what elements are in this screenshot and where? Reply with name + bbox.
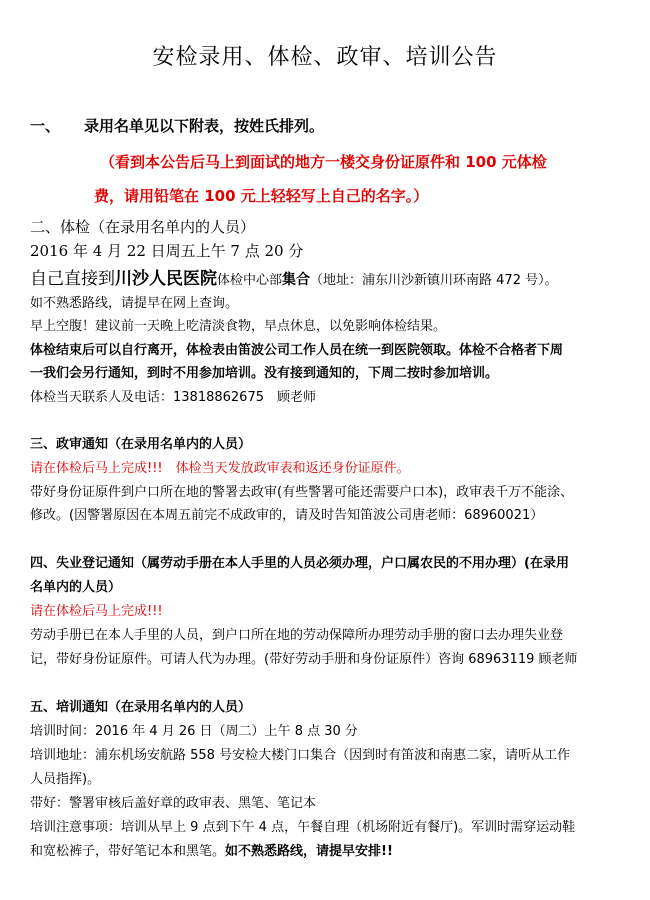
section1-notice-line1: （看到本公告后马上到面试的地方一楼交身份证原件和 100 元体检	[100, 153, 547, 171]
section5-bring: 带好：警署审核后盖好章的政审表、黑笔、笔记本	[30, 796, 317, 811]
location-prefix: 自己直接到	[30, 269, 115, 289]
section5-addr-line1: 培训地址：浦东机场安航路 558 号安检大楼门口集合（因到时有笛波和南惠二家，请听从工作	[30, 748, 571, 763]
section5-heading: 五、培训通知（在录用名单内的人员）	[30, 700, 252, 715]
section2-after-line2: 一我们会另行通知，到时不用参加培训。没有接到通知的，下周二按时参加培训。	[30, 366, 499, 381]
section1-heading-text: 录用名单见以下附表，按姓氏排列。	[84, 117, 325, 135]
section1-heading	[30, 115, 324, 136]
section2-route-note: 如不熟悉路线，请提早在网上查询。	[30, 296, 239, 311]
notes-line2-bold: 如不熟悉路线，请提早安排!!	[225, 844, 393, 859]
section3-line1: 带好身份证原件到户口所在地的警署去政审(有些警署可能还需要户口本)，政审表千万不能涂、	[30, 485, 574, 500]
section1-number: 一、	[30, 117, 61, 135]
section4-line1: 劳动手册已在本人手里的人员，到户口所在地的劳动保障所办理劳动手册的窗口去办理失业登	[30, 628, 564, 643]
section3-red-line: 请在体检后马上完成!!! 体检当天发放政审表和返还身份证原件。	[30, 461, 410, 476]
section5-notes-line2	[30, 840, 393, 859]
section2-date: 2016 年 4 月 22 日周五上午 7 点 20 分	[30, 242, 304, 260]
section5-addr-line2: 人员指挥)。	[30, 772, 101, 787]
section3-heading: 三、政审通知（在录用名单内的人员）	[30, 437, 252, 452]
section4-line2: 记，带好身份证原件。可请人代为办理。(带好劳动手册和身份证原件）咨询 68963119 顾老师	[30, 652, 578, 667]
section1-notice-line2: 费，请用铅笔在 100 元上轻轻写上自己的名字。）	[94, 187, 429, 205]
section3-line2: 修改。(因警署原因在本周五前完不成政审的，请及时告知笛波公司唐老师：68960021）	[30, 508, 544, 523]
notes-line2-normal: 和宽松裤子，带好笔记本和黑笔。	[30, 844, 226, 859]
section4-heading-line1: 四、失业登记通知（属劳动手册在本人手里的人员必须办理，户口属农民的不用办理）(在录用	[30, 556, 569, 571]
section5-time: 培训时间：2016 年 4 月 26 日（周二）上午 8 点 30 分	[30, 724, 358, 739]
section5-notes-line1: 培训注意事项：培训从早上 9 点到下午 4 点，午餐自理（机场附近有餐厅)。军训时需穿运动鞋	[30, 820, 576, 835]
page-title: 安检录用、体检、政审、培训公告	[152, 45, 498, 70]
location-address: （地址：浦东川沙新镇川环南路 472 号）。	[310, 273, 558, 288]
section2-after-line1: 体检结束后可以自行离开，体检表由笛波公司工作人员在统一到医院领取。体检不合格者下周	[30, 343, 564, 358]
section2-heading: 二、体检（在录用名单内的人员）	[30, 218, 256, 236]
section2-fasting-note: 早上空腹！建议前一天晚上吃清淡食物，早点休息，以免影响体检结果。	[30, 319, 447, 334]
gather-label: 集合	[282, 272, 311, 288]
location-department: 体检中心部	[217, 273, 283, 288]
section2-contact: 体检当天联系人及电话：13818862675 顾老师	[30, 390, 316, 405]
hospital-name: 川沙人民医院	[115, 269, 217, 289]
section2-location	[30, 264, 558, 289]
section4-red-line: 请在体检后马上完成!!!	[30, 604, 163, 619]
section4-heading-line2: 名单内的人员）	[30, 580, 122, 595]
